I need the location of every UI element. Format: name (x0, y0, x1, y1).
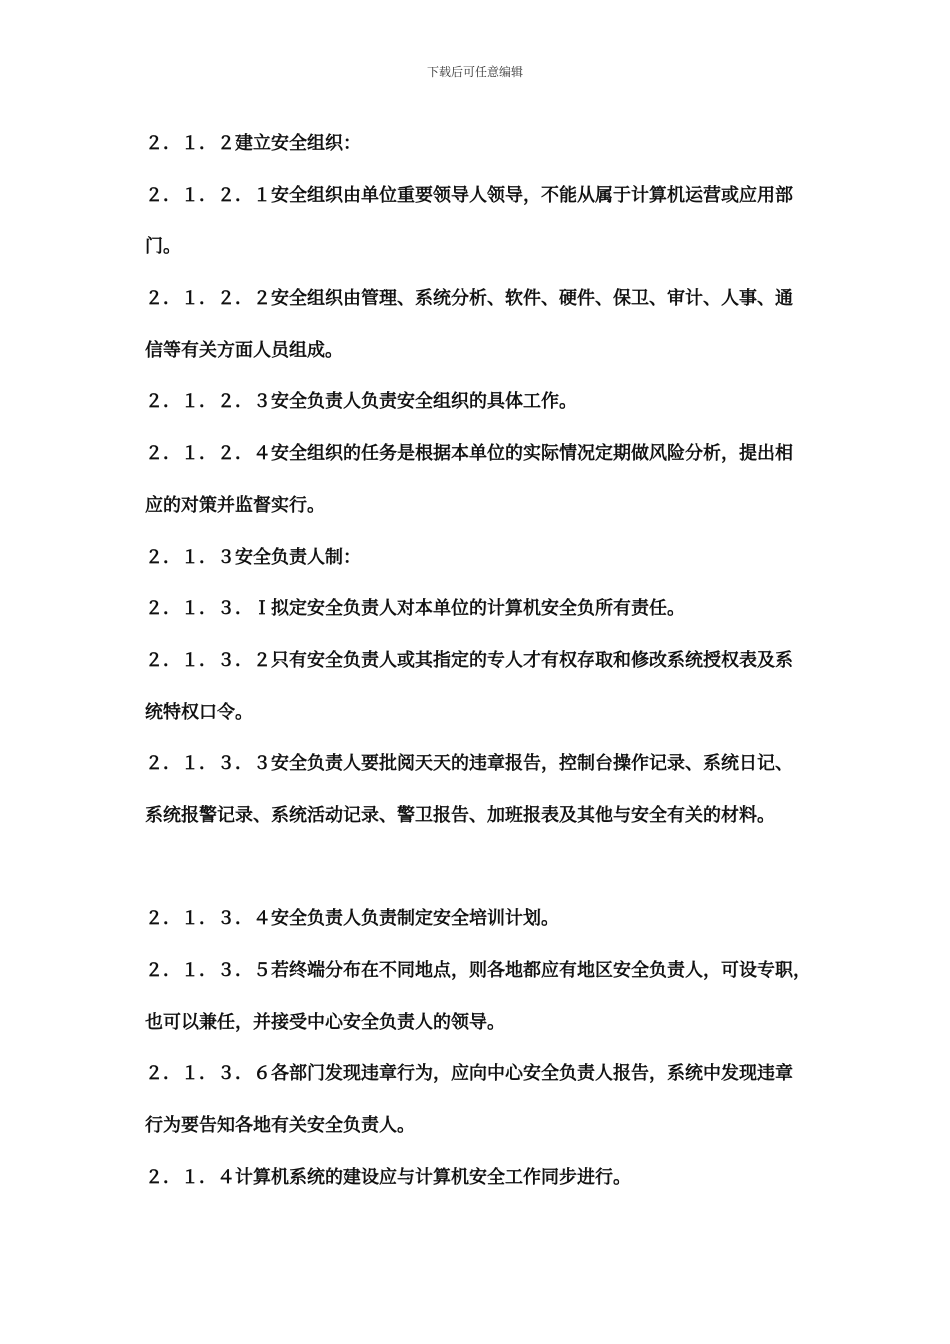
text-line: ２．１．３安全负责人制： (145, 546, 361, 568)
document-body (145, 118, 813, 1203)
text-line: ２．１．３．２只有安全负责人或其指定的专人才有权存取和修改系统授权表及系 (145, 649, 793, 671)
text-line: ２．１．３．４安全负责人负责制定安全培训计划。 (145, 908, 559, 930)
text-line: ２．１．３．６各部门发现违章行为，应向中心安全负责人报告，系统中发现违章 (145, 1063, 793, 1085)
text-line: ２．１．３．Ｉ拟定安全负责人对本单位的计算机安全负所有责任。 (145, 598, 685, 620)
text-line: 信等有关方面人员组成。 (145, 339, 343, 361)
text-line: 统特权口令。 (145, 701, 253, 723)
text-line: 也可以兼任，并接受中心安全负责人的领导。 (145, 1011, 505, 1033)
text-line: ２．１．２建立安全组织： (145, 133, 361, 154)
text-line: 门。 (145, 236, 181, 258)
text-line: ２．１．３．５若终端分布在不同地点，则各地都应有地区安全负责人，可设专职， (145, 960, 811, 981)
text-line: 行为要告知各地有关安全负责人。 (145, 1115, 415, 1137)
text-line: ２．１．２．２安全组织由管理、系统分析、软件、硬件、保卫、审计、人事、通 (145, 288, 793, 310)
text-line: ２．１．３．３安全负责人要批阅天天的违章报告，控制台操作记录、系统日记、 (145, 753, 793, 775)
page-header: 下载后可任意编辑 (426, 65, 523, 79)
text-line: 系统报警记录、系统活动记录、警卫报告、加班报表及其他与安全有关的材料。 (145, 804, 775, 826)
text-line: ２．１．２．４安全组织的任务是根据本单位的实际情况定期做风险分析，提出相 (145, 443, 793, 465)
blank-line (145, 842, 813, 894)
text-line: 应的对策并监督实行。 (145, 494, 325, 516)
text-line: ２．１．４计算机系统的建设应与计算机安全工作同步进行。 (145, 1166, 631, 1188)
text-line: ２．１．２．１安全组织由单位重要领导人领导，不能从属于计算机运营或应用部 (145, 184, 793, 206)
text-line: ２．１．２．３安全负责人负责安全组织的具体工作。 (145, 391, 577, 413)
